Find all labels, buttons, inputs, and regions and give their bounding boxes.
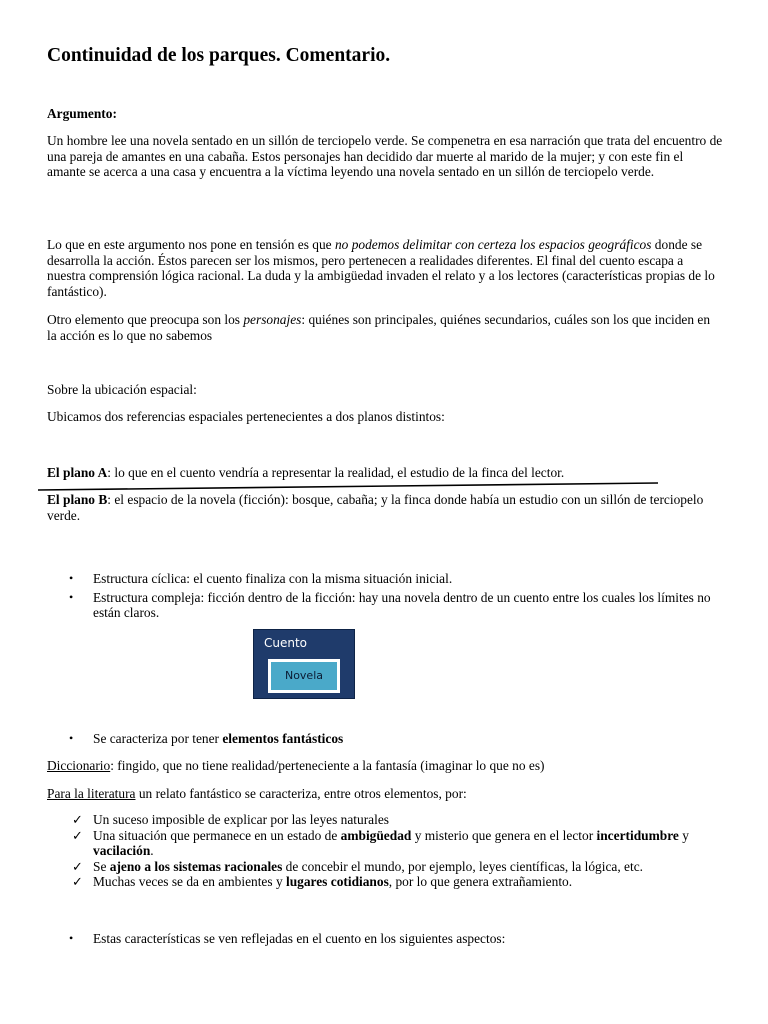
argumento-heading: Argumento: xyxy=(47,106,117,121)
check-item-text: . xyxy=(150,843,154,858)
fantasticos-list xyxy=(47,731,727,747)
tension-emphasis: no podemos delimitar con certeza los espacios geográficos xyxy=(334,237,652,252)
bullet-icon: • xyxy=(69,931,74,945)
checkmark-icon: ✓ xyxy=(72,812,83,827)
document-title: Continuidad de los parques. Comentario. xyxy=(47,45,391,66)
tension-text-end: donde se desarrolla la acción. Éstos parecen ser los mismos, pero pertenecen a realidades diferentes. El final del cuento escapa a nuestra comprensión lógica racional. La duda y la ambigüedad invaden el relato y a los lectores (características propias de lo fantástico). xyxy=(47,237,715,299)
check-item-text: Una situación que permanece en un estado de xyxy=(93,827,341,843)
hand-drawn-rule xyxy=(38,482,658,492)
vacilacion-emphasis: vacilación xyxy=(93,843,151,858)
bullet-icon: • xyxy=(69,589,74,604)
check-item xyxy=(47,874,727,890)
plano-b-paragraph xyxy=(47,492,723,523)
check-item-text: , por lo que genera extrañamiento. xyxy=(388,874,573,889)
checkmark-icon: ✓ xyxy=(72,858,83,874)
bullet-icon: • xyxy=(69,731,74,745)
tension-paragraph xyxy=(47,237,723,299)
literatura-label: Para la literatura xyxy=(47,786,136,801)
estructura-list xyxy=(47,571,727,621)
incertidumbre-emphasis: incertidumbre xyxy=(596,827,679,843)
list-item-text: Estructura cíclica: el cuento finaliza con la misma situación inicial. xyxy=(93,571,453,586)
tension-text-start: Lo que en este argumento nos pone en tensión es que xyxy=(47,237,335,252)
diccionario-label: Diccionario xyxy=(47,758,111,773)
plano-b-text: : el espacio de la novela (ficción): bosque, cabaña; y la finca donde había un estudio con un sillón de terciopelo verde. xyxy=(47,492,704,523)
cuento-label: Cuento xyxy=(264,636,308,650)
plano-b-label: El plano B xyxy=(47,492,108,507)
sistemas-racionales-emphasis: ajeno a los sistemas racionales xyxy=(109,858,283,874)
plano-a-text: : lo que en el cuento vendría a representar la realidad, el estudio de la finca del lector. xyxy=(107,465,565,480)
diccionario-text: : fingido, que no tiene realidad/perteneciente a la fantasía (imaginar lo que no es) xyxy=(110,758,545,773)
checkmark-icon: ✓ xyxy=(72,874,83,889)
fantasticos-text: Se caracteriza por tener xyxy=(93,731,223,746)
list-item xyxy=(47,590,727,621)
plano-a-label: El plano A xyxy=(47,465,108,480)
personajes-paragraph xyxy=(47,312,723,343)
check-item-text: Un suceso imposible de explicar por las leyes naturales xyxy=(93,812,389,827)
fantasticos-emphasis: elementos fantásticos xyxy=(222,731,344,746)
list-item xyxy=(47,931,727,947)
check-item-text: de concebir el mundo, por ejemplo, leyes científicas, la lógica, etc. xyxy=(282,858,643,874)
check-item-text: Se xyxy=(93,858,110,874)
personajes-emphasis: personajes xyxy=(243,312,302,327)
check-item-text: Muchas veces se da en ambientes y xyxy=(93,874,286,889)
literatura-paragraph xyxy=(47,786,723,802)
ubicacion-paragraph: Ubicamos dos referencias espaciales pertenecientes a dos planos distintos: xyxy=(47,409,445,424)
cuento-diagram xyxy=(253,629,355,699)
checkmark-icon: ✓ xyxy=(72,827,83,843)
lugares-cotidianos-emphasis: lugares cotidianos xyxy=(285,874,389,889)
argumento-paragraph: Un hombre lee una novela sentado en un sillón de terciopelo verde. Se compenetra en esa narración que trata del encuentro de una pareja de amantes en una cabaña. Estos personajes han decidido dar muerte al marido de la mujer; y con este fin el amante se acerca a una casa y encuentra a la víctima leyendo una novela sentado en un sillón de terciopelo verde. xyxy=(47,133,723,179)
final-list xyxy=(47,931,727,947)
bullet-icon: • xyxy=(69,571,74,585)
list-item xyxy=(47,731,727,747)
literatura-text: un relato fantástico se caracteriza, entre otros elementos, por: xyxy=(135,786,467,801)
list-item-text: Estas características se ven reflejadas en el cuento en los siguientes aspectos: xyxy=(93,931,506,946)
caracteristicas-checklist xyxy=(47,812,727,890)
personajes-text-start: Otro elemento que preocupa son los xyxy=(47,312,244,327)
check-item-text: y misterio que genera en el lector xyxy=(411,827,597,843)
check-item xyxy=(47,812,727,828)
novela-label: Novela xyxy=(271,662,337,690)
diccionario-paragraph xyxy=(47,758,723,774)
list-item xyxy=(47,571,727,587)
list-item-text: Estructura compleja: ficción dentro de la ficción: hay una novela dentro de un cuento entre los cuales los límites no están claros. xyxy=(93,589,711,620)
check-item xyxy=(47,859,727,875)
ubicacion-heading: Sobre la ubicación espacial: xyxy=(47,382,197,397)
check-item-text: y xyxy=(678,827,689,843)
personajes-text-end: : quiénes son principales, quiénes secundarios, cuáles son los que inciden en la acción es lo que no sabemos xyxy=(47,312,711,343)
check-item xyxy=(47,828,727,859)
ambiguedad-emphasis: ambigüedad xyxy=(340,827,412,843)
plano-a-paragraph xyxy=(47,465,723,481)
novela-box xyxy=(268,659,340,693)
